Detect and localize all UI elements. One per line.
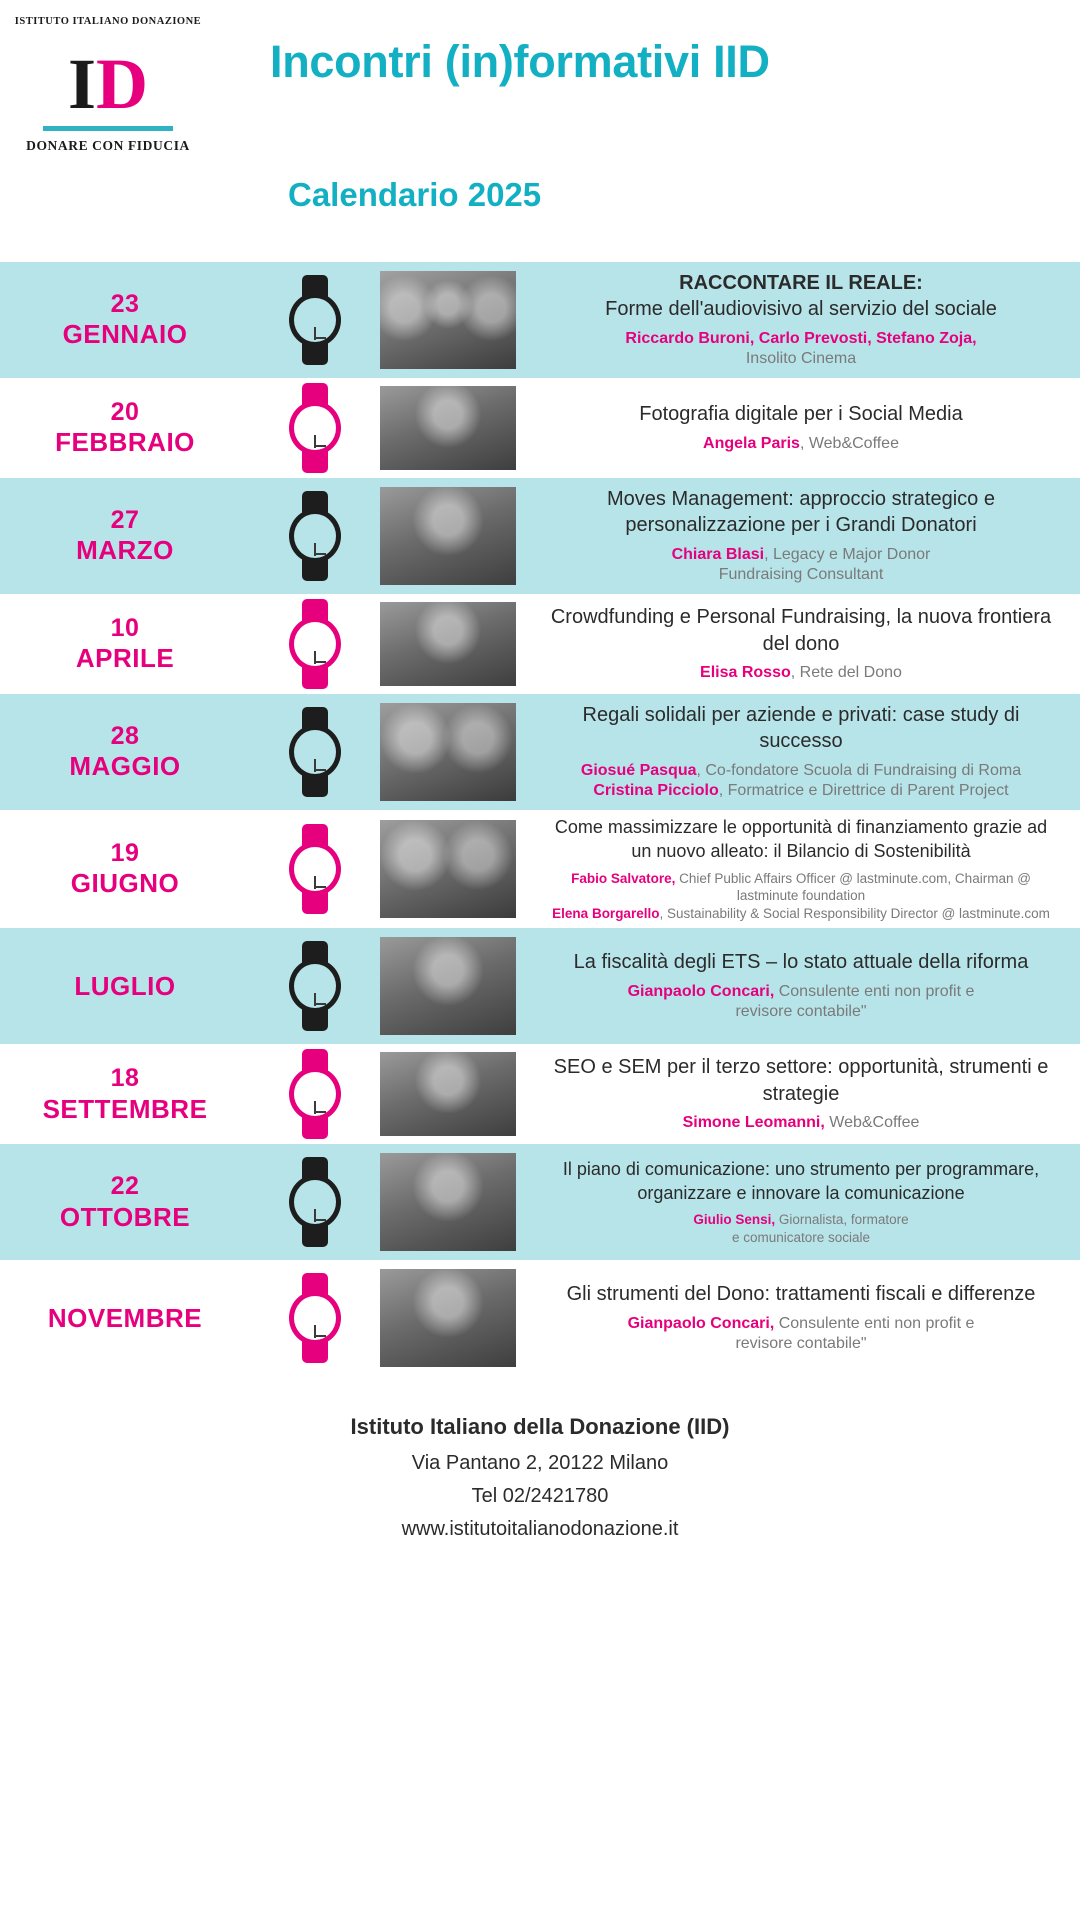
speaker-role: revisore contabile" (735, 1335, 867, 1353)
speaker-name: Giosué Pasqua (580, 761, 697, 779)
event-text (540, 1275, 1080, 1361)
watch-icon (289, 707, 341, 797)
speaker-role: Insolito Cinema (745, 350, 857, 368)
watch-icon (289, 491, 341, 581)
speaker-name: Gianpaolo Concari, (627, 1314, 775, 1332)
event-date (0, 722, 250, 782)
speaker-line (546, 1229, 1056, 1247)
speaker-line (546, 349, 1056, 370)
event-title-strong-line (546, 270, 1056, 296)
speaker-photo-cell (380, 487, 540, 585)
watch-icon-cell (250, 824, 380, 914)
event-row (0, 594, 1080, 694)
event-text (540, 810, 1080, 928)
event-title-emphasis: RACCONTARE IL REALE: (679, 271, 923, 294)
event-month: GIUGNO (70, 868, 180, 899)
event-text (540, 943, 1080, 1029)
speaker-role: , Co-fondatore Scuola di Fundraising di Roma (696, 761, 1022, 779)
speaker-name: Cristina Picciolo (593, 782, 719, 800)
event-month: MAGGIO (69, 751, 181, 782)
iid-logo (10, 14, 206, 174)
speaker-line (546, 329, 1056, 350)
event-day: 19 (110, 838, 140, 867)
event-title: SEO e SEM per il terzo settore: opportunità, strumenti e strategie (553, 1056, 1049, 1105)
event-text (540, 264, 1080, 376)
event-text (540, 598, 1080, 690)
event-month: SETTEMBRE (42, 1093, 208, 1124)
watch-icon-cell (250, 1273, 380, 1363)
event-title: Gli strumenti del Dono: trattamenti fiscali e differenze (566, 1283, 1036, 1306)
speaker-line (546, 870, 1056, 905)
speaker-photo (380, 703, 516, 801)
footer (0, 1376, 1080, 1541)
event-title: La fiscalità degli ETS – lo stato attuale della riforma (573, 951, 1029, 974)
speaker-photo (380, 820, 516, 918)
watch-icon-cell (250, 1049, 380, 1139)
speaker-role: Web&Coffee (824, 1114, 920, 1132)
event-text (540, 1048, 1080, 1140)
speaker-line (546, 663, 1056, 684)
footer-phone: Tel 02/2421780 (471, 1485, 609, 1508)
speaker-role: Consulente enti non profit e (774, 1314, 975, 1332)
event-month: FEBBRAIO (55, 427, 195, 458)
speaker-photo (380, 937, 516, 1035)
speaker-name: Riccardo Buroni, Carlo Prevosti, Stefano Zoja, (625, 329, 977, 347)
watch-icon-cell (250, 1157, 380, 1247)
event-speakers (546, 982, 1056, 1024)
event-month: MARZO (76, 535, 174, 566)
event-date (0, 506, 250, 566)
event-day: 10 (110, 613, 140, 642)
speaker-photo (380, 1269, 516, 1367)
speaker-photo-cell (380, 602, 540, 686)
speaker-line (546, 565, 1056, 586)
watch-icon (289, 1273, 341, 1363)
event-list (0, 262, 1080, 1376)
footer-website: www.istitutoitalianodonazione.it (401, 1518, 679, 1541)
event-date (0, 398, 250, 458)
event-row (0, 1260, 1080, 1376)
event-row (0, 478, 1080, 594)
footer-address: Via Pantano 2, 20122 Milano (411, 1452, 669, 1475)
event-speakers (546, 545, 1056, 587)
speaker-role: , Web&Coffee (799, 434, 899, 452)
speaker-role: , Formatrice e Direttrice di Parent Project (718, 782, 1009, 800)
watch-icon (289, 941, 341, 1031)
speaker-role: Fundraising Consultant (718, 566, 884, 584)
event-row (0, 1144, 1080, 1260)
logo-tagline: DONARE CON FIDUCIA (26, 138, 190, 153)
footer-org: Istituto Italiano della Donazione (IID) (350, 1414, 730, 1440)
event-speakers (546, 329, 1056, 371)
logo-monogram-i: I (67, 44, 97, 124)
speaker-photo-cell (380, 386, 540, 470)
speaker-name: Fabio Salvatore, (571, 870, 676, 886)
event-day: 27 (110, 505, 140, 534)
event-date (0, 290, 250, 350)
event-month: OTTOBRE (59, 1201, 191, 1232)
speaker-name: Elena Borgarello (552, 905, 660, 921)
logo-arc-text: ISTITUTO ITALIANO DONAZIONE (14, 16, 202, 27)
watch-icon (289, 383, 341, 473)
event-row (0, 928, 1080, 1044)
event-day: 28 (110, 721, 140, 750)
speaker-line (546, 781, 1056, 802)
speaker-name: Angela Paris (703, 434, 800, 452)
speaker-name: Gianpaolo Concari, (627, 982, 775, 1000)
speaker-photo (380, 386, 516, 470)
speaker-photo (380, 271, 516, 369)
event-month: APRILE (75, 643, 175, 674)
speaker-photo-cell (380, 703, 540, 801)
speaker-name: Elisa Rosso (700, 663, 791, 681)
event-row (0, 378, 1080, 478)
event-speakers (546, 663, 1056, 684)
event-month: LUGLIO (74, 970, 176, 1001)
logo-monogram-d: D (96, 44, 149, 124)
speaker-line (546, 1211, 1056, 1229)
speaker-photo-cell (380, 1153, 540, 1251)
speaker-line (546, 1334, 1056, 1355)
event-date (0, 839, 250, 899)
speaker-line (546, 905, 1056, 923)
event-row (0, 694, 1080, 810)
event-date (0, 971, 250, 1002)
event-row (0, 262, 1080, 378)
speaker-photo (380, 1153, 516, 1251)
speaker-photo (380, 487, 516, 585)
event-title: Fotografia digitale per i Social Media (639, 403, 963, 426)
header (0, 0, 1080, 262)
event-date (0, 1064, 250, 1124)
speaker-role: revisore contabile" (735, 1003, 867, 1021)
event-title: Moves Management: approccio strategico e personalizzazione per i Grandi Donatori (607, 487, 995, 537)
event-row (0, 810, 1080, 928)
event-row (0, 1044, 1080, 1144)
speaker-photo (380, 602, 516, 686)
event-date (0, 614, 250, 674)
speaker-line (546, 1314, 1056, 1335)
speaker-photo-cell (380, 271, 540, 369)
logo-divider (43, 126, 173, 131)
event-text (540, 395, 1080, 460)
event-speakers (546, 761, 1056, 803)
event-day: 22 (110, 1172, 140, 1201)
logo-monogram (10, 44, 206, 124)
event-month: GENNAIO (62, 319, 188, 350)
event-title: Forme dell'audiovisivo al servizio del sociale (605, 298, 997, 321)
event-speakers (546, 1314, 1056, 1356)
watch-icon (289, 1049, 341, 1139)
event-day: 20 (110, 397, 140, 426)
event-date (0, 1303, 250, 1334)
event-text (540, 696, 1080, 808)
page-subtitle: Calendario 2025 (288, 176, 542, 213)
watch-icon-cell (250, 941, 380, 1031)
watch-icon-cell (250, 707, 380, 797)
event-speakers (546, 434, 1056, 455)
speaker-photo (380, 1052, 516, 1136)
speaker-role: Consulente enti non profit e (774, 982, 975, 1000)
watch-icon-cell (250, 383, 380, 473)
watch-icon (289, 1157, 341, 1247)
event-text (540, 1152, 1080, 1253)
speaker-line (546, 1113, 1056, 1134)
speaker-line (546, 761, 1056, 782)
speaker-photo-cell (380, 1052, 540, 1136)
event-text (540, 480, 1080, 592)
speaker-line (546, 982, 1056, 1003)
speaker-line (546, 434, 1056, 455)
watch-icon (289, 824, 341, 914)
event-speakers (546, 1113, 1056, 1134)
page-title: Incontri (in)formativi IID (270, 36, 770, 87)
event-title: Regali solidali per aziende e privati: case study di successo (582, 703, 1020, 753)
watch-icon-cell (250, 491, 380, 581)
watch-icon-cell (250, 275, 380, 365)
watch-icon (289, 599, 341, 689)
speaker-role: , Sustainability & Social Responsibility Director @ lastminute.com (659, 905, 1050, 921)
speaker-name: Giulio Sensi, (693, 1212, 776, 1228)
event-day: 23 (110, 289, 140, 318)
speaker-role: , Rete del Dono (790, 663, 902, 681)
speaker-line (546, 1002, 1056, 1023)
watch-icon (289, 275, 341, 365)
watch-icon-cell (250, 599, 380, 689)
event-speakers (546, 870, 1056, 923)
speaker-name: Simone Leomanni, (682, 1114, 825, 1132)
speaker-role: e comunicatore sociale (731, 1229, 871, 1245)
speaker-line (546, 545, 1056, 566)
speaker-photo-cell (380, 937, 540, 1035)
speaker-role: Chief Public Affairs Officer @ lastminute.com, Chairman @ lastminute foundation (675, 870, 1031, 904)
event-day: 18 (110, 1064, 140, 1093)
speaker-name: Chiara Blasi (671, 545, 765, 563)
speaker-photo-cell (380, 820, 540, 918)
event-title: Come massimizzare le opportunità di finanziamento grazie ad un nuovo alleato: il Bilancio di Sostenibilità (554, 817, 1048, 861)
speaker-role: , Legacy e Major Donor (764, 545, 931, 563)
event-title: Crowdfunding e Personal Fundraising, la nuova frontiera del dono (550, 606, 1052, 655)
event-speakers (546, 1211, 1056, 1246)
event-title: Il piano di comunicazione: uno strumento per programmare, organizzare e innovare la comunicazione (562, 1158, 1040, 1203)
event-month: NOVEMBRE (47, 1302, 203, 1333)
event-date (0, 1172, 250, 1232)
speaker-photo-cell (380, 1269, 540, 1367)
speaker-role: Giornalista, formatore (775, 1212, 909, 1228)
